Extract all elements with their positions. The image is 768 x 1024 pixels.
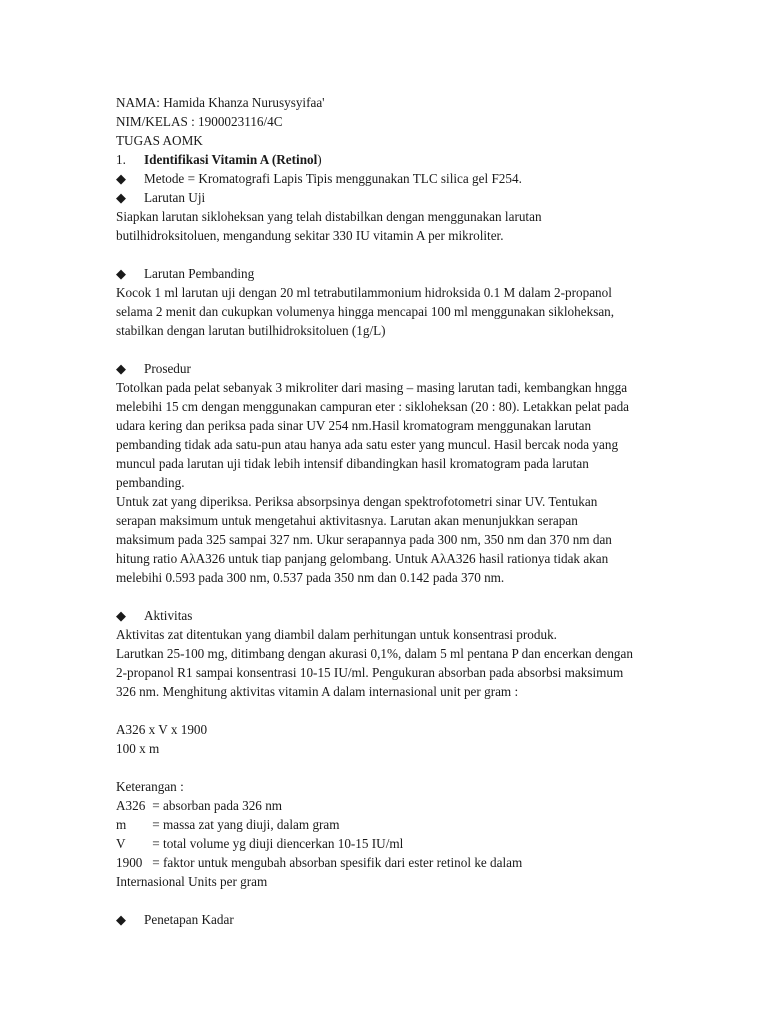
paragraph-line: Siapkan larutan sikloheksan yang telah distabilkan dengan menggunakan larutan [116, 209, 542, 224]
diamond-bullet-icon: ◆ [116, 171, 126, 186]
paragraph-line: maksimum pada 325 sampai 327 nm. Ukur serapannya pada 300 nm, 350 nm dan 370 nm dan [116, 532, 612, 547]
paragraph-line: udara kering dan periksa pada sinar UV 254 nm.Hasil kromatogram menggunakan larutan [116, 418, 592, 433]
metode-text: Metode = Kromatografi Lapis Tipis menggunakan TLC silica gel F254. [144, 171, 522, 186]
blank-line [116, 587, 656, 606]
formula-numerator: A326 x V x 1900 [116, 722, 208, 737]
keterangan-item [116, 815, 656, 834]
diamond-bullet-icon: ◆ [116, 266, 126, 281]
student-name: NAMA: Hamida Khanza Nurusysyifaa' [116, 95, 325, 110]
document-body [116, 93, 656, 929]
section-title-tail: ) [317, 152, 322, 167]
aktivitas-heading [116, 606, 656, 625]
diamond-bullet-icon: ◆ [116, 361, 126, 376]
diamond-bullet-icon: ◆ [116, 190, 126, 205]
larutan-uji-heading [116, 188, 656, 207]
paragraph-line: butilhidroksitoluen, mengandung sekitar 330 IU vitamin A per mikroliter. [116, 228, 504, 243]
keterangan-heading: Keterangan : [116, 779, 184, 794]
paragraph-line: Totolkan pada pelat sebanyak 3 mikroliter dari masing – masing larutan tadi, kembangkan hngga [116, 380, 628, 395]
student-id-class: NIM/KELAS : 1900023116/4C [116, 114, 283, 129]
paragraph-line: 2-propanol R1 sampai konsentrasi 10-15 IU/ml. Pengukuran absorban pada absorbsi maksimum [116, 665, 624, 680]
variable-desc: = faktor untuk mengubah absorban spesifik dari ester retinol ke dalam [152, 855, 523, 870]
assignment-title: TUGAS AOMK [116, 133, 203, 148]
blank-line [116, 245, 656, 264]
variable-name: m [116, 817, 127, 832]
section-number: 1. [116, 152, 126, 167]
variable-name: V [116, 836, 126, 851]
paragraph-line: selama 2 menit dan cukupkan volumenya hingga mencapai 100 ml menggunakan sikloheksan, [116, 304, 615, 319]
formula-denominator: 100 x m [116, 741, 160, 756]
paragraph-line: Larutkan 25-100 mg, ditimbang dengan akurasi 0,1%, dalam 5 ml pentana P dan encerkan dengan [116, 646, 633, 661]
paragraph-line: 326 nm. Menghitung aktivitas vitamin A dalam internasional unit per gram : [116, 684, 519, 699]
paragraph-line: Kocok 1 ml larutan uji dengan 20 ml tetrabutilammonium hidroksida 0.1 M dalam 2-propanol [116, 285, 612, 300]
paragraph-line: muncul pada larutan uji tidak lebih intensif dibandingkan hasil kromatogram pada larutan [116, 456, 589, 471]
heading-text: Larutan Uji [144, 190, 206, 205]
paragraph-line: melebihi 15 cm dengan menggunakan campuran eter : sikloheksan (20 : 80). Letakkan pelat pada [116, 399, 630, 414]
section-title: Identifikasi Vitamin A (Retinol [144, 152, 318, 167]
blank-line [116, 701, 656, 720]
prosedur-heading [116, 359, 656, 378]
penetapan-kadar-heading [116, 910, 656, 929]
paragraph-line: Aktivitas zat ditentukan yang diambil dalam perhitungan untuk konsentrasi produk. [116, 627, 557, 642]
section-1-heading [116, 150, 656, 169]
larutan-pembanding-heading [116, 264, 656, 283]
paragraph-line: pembanding tidak ada satu-pun atau hanya ada satu ester yang muncul. Hasil bercak noda yang [116, 437, 619, 452]
diamond-bullet-icon: ◆ [116, 912, 126, 927]
variable-name: 1900 [116, 855, 143, 870]
keterangan-item [116, 834, 656, 853]
diamond-bullet-icon: ◆ [116, 608, 126, 623]
heading-text: Penetapan Kadar [144, 912, 234, 927]
variable-name: A326 [116, 798, 146, 813]
blank-line [116, 891, 656, 910]
variable-desc: = massa zat yang diuji, dalam gram [152, 817, 340, 832]
blank-line [116, 340, 656, 359]
paragraph-line: pembanding. [116, 475, 185, 490]
keterangan-item [116, 796, 656, 815]
paragraph-line: Untuk zat yang diperiksa. Periksa absorpsinya dengan spektrofotometri sinar UV. Tentukan [116, 494, 598, 509]
heading-text: Aktivitas [144, 608, 193, 623]
heading-text: Prosedur [144, 361, 191, 376]
keterangan-tail: Internasional Units per gram [116, 874, 268, 889]
paragraph-line: melebihi 0.593 pada 300 nm, 0.537 pada 350 nm dan 0.142 pada 370 nm. [116, 570, 505, 585]
paragraph-line: stabilkan dengan larutan butilhidroksitoluen (1g/L) [116, 323, 386, 338]
keterangan-item [116, 853, 656, 872]
blank-line [116, 758, 656, 777]
paragraph-line: serapan maksimum untuk mengetahui aktivitasnya. Larutan akan menunjukkan serapan [116, 513, 578, 528]
variable-desc: = total volume yg diuji diencerkan 10-15 IU/ml [152, 836, 404, 851]
variable-desc: = absorban pada 326 nm [152, 798, 283, 813]
paragraph-line: hitung ratio AλA326 untuk tiap panjang gelombang. Untuk AλA326 hasil rationya tidak akan [116, 551, 609, 566]
metode-item [116, 169, 656, 188]
heading-text: Larutan Pembanding [144, 266, 255, 281]
